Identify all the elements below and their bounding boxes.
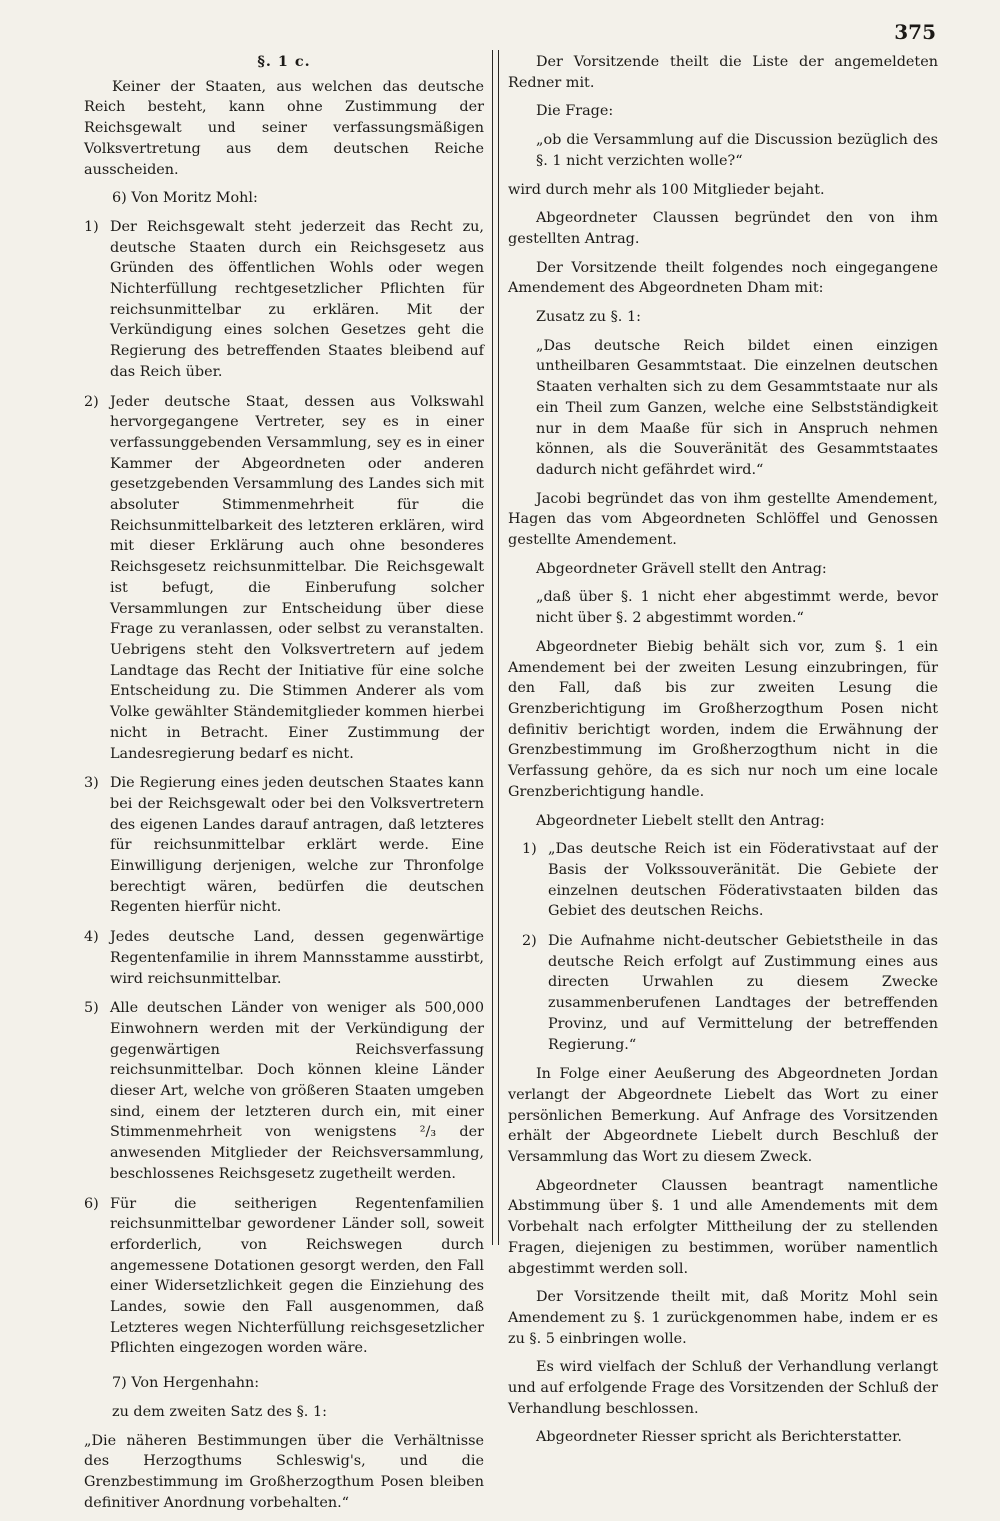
paragraph: Abgeordneter Claussen begründet den von ihm gestellten Antrag. [508, 210, 938, 247]
quote: „Das deutsche Reich bildet einen einzigen untheilbaren Gesammtstaat. Die einzelnen deutschen Staaten verhalten sich zu dem Gesammtstaate nur als ein Theil zum Ganzen, welche eine Selbstständigkeit nur in dem Maaße für sich in Anspruch nehmen können, als die Souveränität des Gesammtstaates dadurch nicht gefährdet wird.“ [536, 337, 938, 478]
paragraph: Der Vorsitzende theilt die Liste der angemeldeten Redner mit. [508, 54, 938, 91]
motion-item [508, 931, 938, 1055]
item-number: 1) [84, 218, 99, 235]
quote: „daß über §. 1 nicht eher abgestimmt werde, bevor nicht über §. 2 abgestimmt worden.“ [536, 589, 938, 627]
section-text: Keiner der Staaten, aus welchen das deutsche Reich besteht, kann ohne Zustimmung der Reichsgewalt und seiner verfassungsmäßigen Volksvertretung aus dem deutschen Reiche ausscheiden. [84, 78, 484, 178]
motion-item [508, 839, 938, 922]
item-number: 1) [522, 841, 537, 858]
motion-7-quote: „Die näheren Bestimmungen über die Verhältnisse des Herzogthums Schleswig's, und die Grenzbestimmung im Großherzogthum Posen bleiben definitiver Anordnung vorbehalten.“ [84, 1432, 484, 1511]
motion-7-intro: zu dem zweiten Satz des §. 1: [112, 1403, 327, 1420]
item-text: Die Aufnahme nicht-deutscher Gebietstheile in das deutsche Reich erfolgt auf Zustimmung eines aus directen Urwahlen zu diesem Zwecke zusammenberufenen Landtages der betreffenden Provinz, und auf Vermittelung der betreffenden Regierung.“ [548, 933, 938, 1053]
paragraph: In Folge einer Aeußerung des Abgeordneten Jordan verlangt der Abgeordnete Liebelt das Wort zu einer persönlichen Bemerkung. Auf Anfrage des Vorsitzenden erhält der Abgeordnete Liebelt durch Beschluß der Versammlung das Wort zu diesem Zweck. [508, 1066, 938, 1166]
paragraph: Abgeordneter Liebelt stellt den Antrag: [536, 812, 825, 829]
item-number: 2) [84, 393, 99, 410]
item-number: 6) [84, 1195, 99, 1212]
paragraph: Es wird vielfach der Schluß der Verhandlung verlangt und auf erfolgende Frage des Vorsitzenden der Schluß der Verhandlung beschlossen. [508, 1359, 938, 1417]
left-column [84, 52, 484, 1521]
paragraph: Abgeordneter Grävell stellt den Antrag: [536, 560, 827, 577]
item-number: 2) [522, 933, 537, 950]
item-number: 5) [84, 1000, 99, 1017]
paragraph: Abgeordneter Claussen beantragt namentliche Abstimmung über §. 1 und alle Amendements mit dem Vorbehalt nach erfolgter Mittheilung der zu stellenden Fragen, diejenigen zu bestimmen, worüber namentlich abgestimmt werden soll. [508, 1177, 938, 1277]
motion-7-heading: 7) Von Hergenhahn: [112, 1375, 260, 1392]
section-heading: §. 1 c. [257, 53, 311, 70]
paragraph: wird durch mehr als 100 Mitglieder bejaht. [508, 181, 825, 198]
quote: „ob die Versammlung auf die Discussion bezüglich des §. 1 nicht verzichten wolle?“ [536, 132, 938, 169]
motion-6-item [84, 998, 484, 1184]
motion-6-item [84, 217, 484, 383]
item-text: Der Reichsgewalt steht jederzeit das Recht zu, deutsche Staaten durch ein Reichsgesetz aus Gründen des öffentlichen Wohls oder wegen Nichterfüllung rechtgesetzlicher Pflichten für reichsunmittelbar zu erklären. Mit der Verkündigung eines solchen Gesetzes geht die Regierung des betreffenden Staates bleibend auf das Reich über. [110, 218, 484, 380]
paragraph: Abgeordneter Biebig behält sich vor, zum §. 1 ein Amendement bei der zweiten Lesung einzubringen, für den Fall, daß bis zur zweiten Lesung die Grenzberichtigung im Großherzogthum Posen nicht definitiv berichtigt worden, indem die Erwähnung der Grenzbestimmung im Großherzogthum nicht in die Verfassung gehöre, da es sich nur noch um eine locale Grenzberichtigung handle. [508, 638, 938, 800]
column-divider [492, 50, 499, 1245]
motion-6-item [84, 392, 484, 765]
motion-6-item [84, 927, 484, 989]
item-text: Für die seitherigen Regentenfamilien reichsunmittelbar gewordener Länder soll, soweit erforderlich, von Reichswegen durch angemessene Dotationen gesorgt werden, den Fall einer Widersetzlichkeit gegen die Einziehung des Landes, sowie den Fall ausgenommen, daß Letzteres wegen Nichterfüllung reichsgesetzlicher Pflichten eingezogen worden wäre. [110, 1195, 484, 1357]
paragraph: Jacobi begründet das von ihm gestellte Amendement, Hagen das vom Abgeordneten Schlöffel und Genossen gestellte Amendement. [508, 490, 938, 549]
item-text: Jedes deutsche Land, dessen gegenwärtige Regentenfamilie in ihrem Mannsstamme ausstirbt, wird reichsunmittelbar. [110, 929, 484, 987]
right-column [508, 52, 938, 1456]
item-number: 4) [84, 929, 99, 946]
item-number: 3) [84, 775, 99, 792]
amendment-intro: Zusatz zu §. 1: [536, 309, 641, 326]
paragraph: Abgeordneter Riesser spricht als Berichterstatter. [536, 1429, 903, 1446]
paragraph: Der Vorsitzende theilt folgendes noch eingegangene Amendement des Abgeordneten Dham mit: [508, 259, 938, 297]
item-text: Die Regierung eines jeden deutschen Staates kann bei der Reichsgewalt oder bei den Volksvertretern des eigenen Landes darauf antragen, daß letzteres für reichsunmittelbar erklärt werde. Eine Einwilligung derjenigen, welche zur Thronfolge berechtigt wären, bedürfen die deutschen Regenten hierfür nicht. [110, 775, 484, 916]
motion-6-item [84, 1194, 484, 1360]
paragraph: Der Vorsitzende theilt mit, daß Moritz Mohl sein Amendement zu §. 1 zurückgenommen habe, indem er es zu §. 5 einbringen wolle. [508, 1289, 938, 1347]
motion-6-heading: 6) Von Moritz Mohl: [112, 190, 258, 207]
item-text: „Das deutsche Reich ist ein Föderativstaat auf der Basis der Volkssouveränität. Die Gebiete der einzelnen deutschen Föderativstaaten bilden das Gebiet des deutschen Reichs. [548, 841, 938, 920]
paragraph: Die Frage: [536, 103, 614, 120]
item-text: Alle deutschen Länder von weniger als 500,000 Einwohnern werden mit der Verkündigung der gegenwärtigen Reichsverfassung reichsunmittelbar. Doch können kleine Länder dieser Art, welche von größeren Staaten umgeben sind, einem der letzteren durch ein, mit einer Stimmenmehrheit von wenigstens ²/₃ der anwesenden Mitglieder der Reichsversammlung, beschlossenes Reichsgesetz zugetheilt werden. [110, 1000, 484, 1182]
item-text: Jeder deutsche Staat, dessen aus Volkswahl hervorgegangene Vertreter, sey es in einer verfassunggebenden Versammlung, sey es in einer Kammer der Abgeordneten oder anderen gesetzgebenden Versammlung des Landes sich mit absoluter Stimmenmehrheit für die Reichsunmittelbarkeit des letzteren erklären, wird mit dieser Erklärung auch ohne besonderes Reichsgesetz reichsunmittelbar. Die Reichsgewalt ist befugt, die Einberufung solcher Versammlungen zur Entscheidung über diese Frage zu veranlassen, oder selbst zu veranstalten. Uebrigens steht den Volksvertretern auf jedem Landtage das Recht der Initiative für eine solche Entscheidung zu. Die Stimmen Anderer als vom Volke gewählter Ständemitglieder kommen hierbei nicht in Betracht. Einer Zustimmung der Landesregierung bedarf es nicht. [110, 393, 484, 762]
motion-6-item [84, 773, 484, 918]
page-number: 375 [894, 20, 936, 44]
